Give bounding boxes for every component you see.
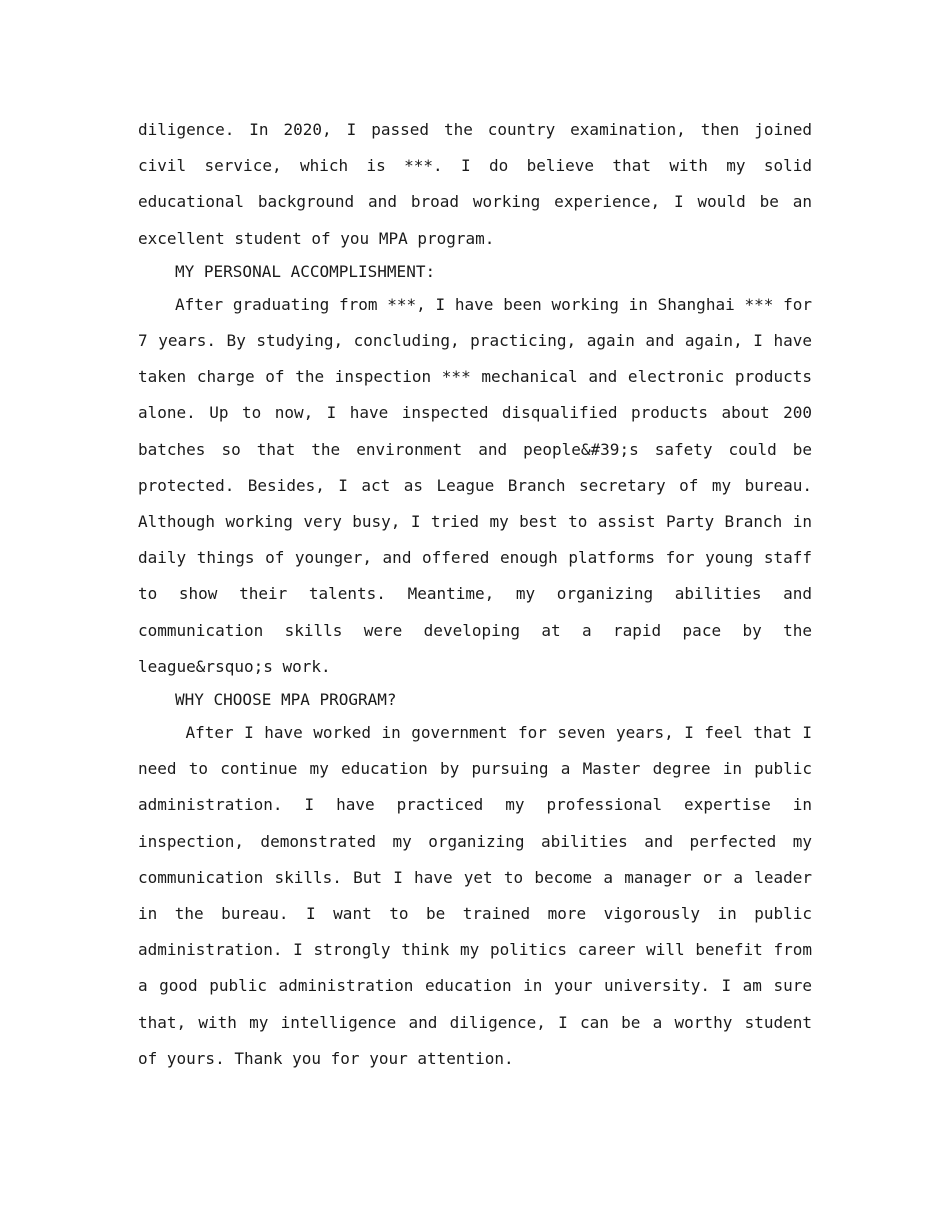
paragraph-why-mpa: After I have worked in government for seven years, I feel that I need to continue my education by pursuing a Master degree in public administration. I have practiced my professional expertise in inspection, demonstrated my organizing abilities and perfected my communication skills. But I have yet to become a manager or a leader in the bureau. I want to be trained more vigorously in public administration. I strongly think my politics career will benefit from a good public administration education in your university. I am sure that, with my intelligence and diligence, I can be a worthy student of yours. Thank you for your attention. <box>138 723 822 1068</box>
paragraph-accomplishment: After graduating from ***, I have been working in Shanghai *** for 7 years. By studying, concluding, practicing, again and again, I have taken charge of the inspection *** mechanical and electronic products alone. Up to now, I have inspected disqualified products about 200 batches so that the environment and people&#39;s safety could be protected. Besides, I act as League Branch secretary of my bureau. Although working very busy, I tried my best to assist Party Branch in daily things of younger, and offered enough platforms for young staff to show their talents. Meantime, my organizing abilities and communication skills were developing at a rapid pace by the league&rsquo;s work. <box>138 294 812 676</box>
heading-why-choose-mpa: WHY CHOOSE MPA PROGRAM? <box>175 690 397 710</box>
paragraph-intro-continuation: diligence. In 2020, I passed the country examination, then joined civil service, which is ***. I do believe that with my solid educational background and broad working experience, I would be an excellent student of you MPA program. <box>138 120 812 248</box>
document-body <box>138 112 822 1077</box>
heading-personal-accomplishment: MY PERSONAL ACCOMPLISHMENT: <box>175 261 436 281</box>
